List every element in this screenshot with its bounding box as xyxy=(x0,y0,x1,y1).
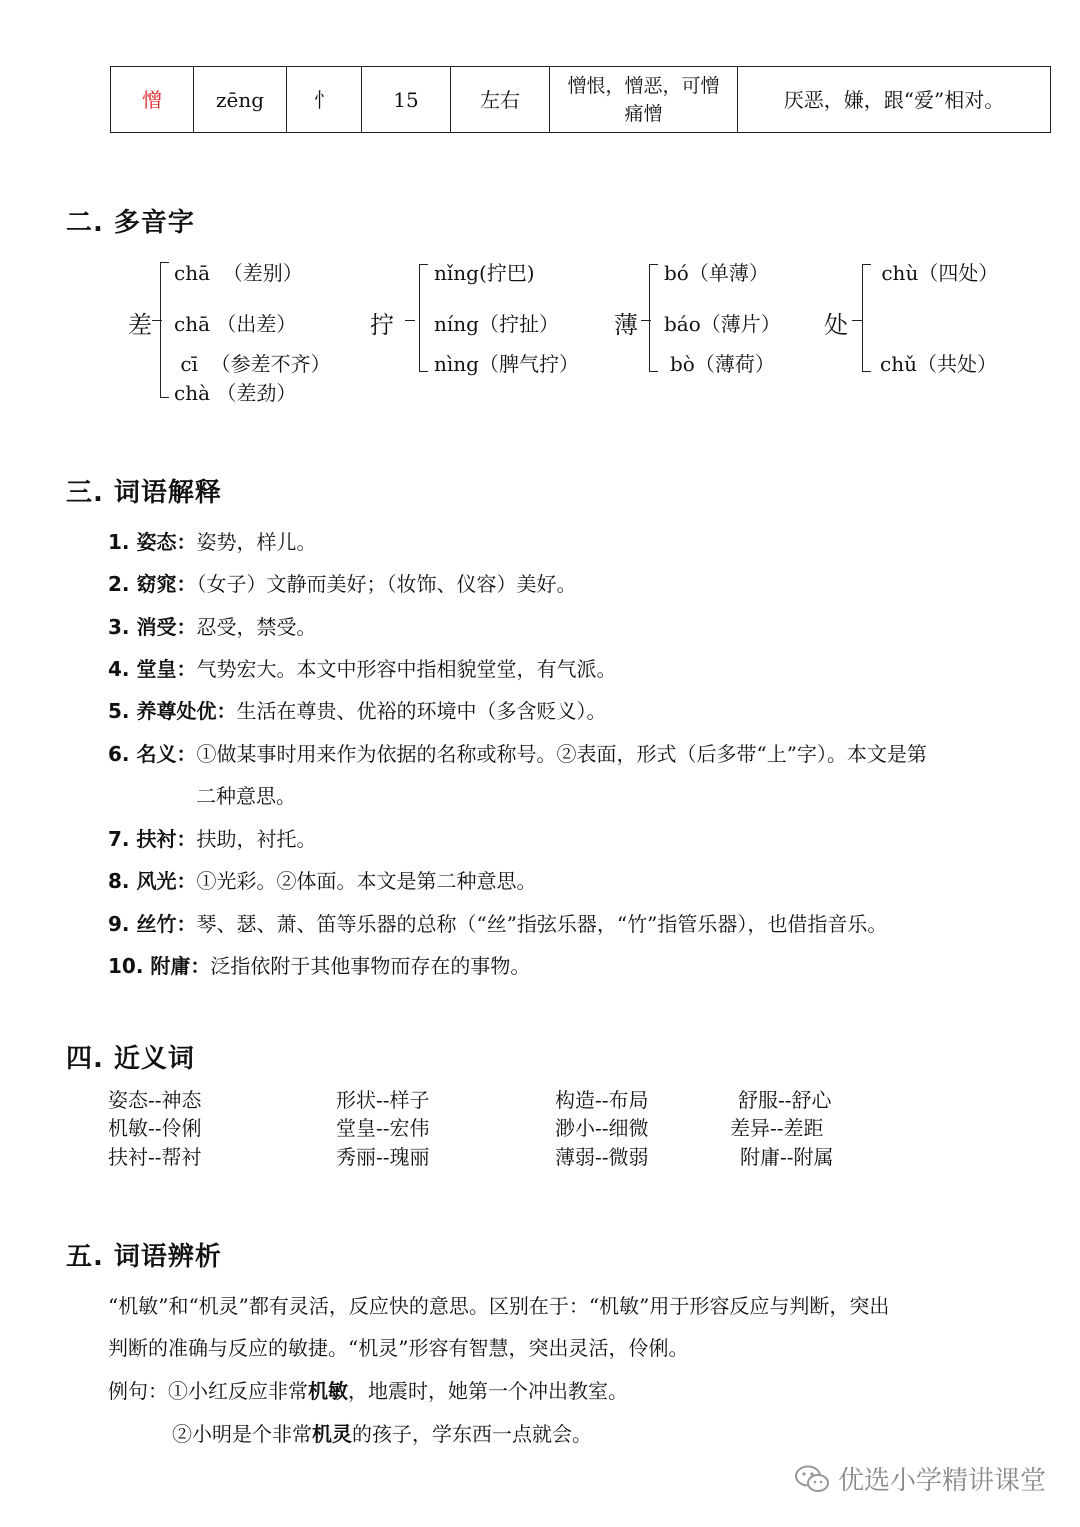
synonym-pair: 舒服--舒心 xyxy=(738,1088,832,1112)
synonym-pair: 堂皇--宏伟 xyxy=(336,1116,430,1140)
reading: chā （差别） xyxy=(174,261,303,285)
definition-item xyxy=(108,908,887,937)
definition-term: 2. 窈窕： xyxy=(108,572,197,596)
heading-polyphonic: 二. 多音字 xyxy=(66,208,195,238)
table-row xyxy=(111,67,1051,133)
reading: bó（单薄） xyxy=(664,261,769,285)
analysis-line-2: 判断的准确与反应的敏捷。“机灵”形容有智慧，突出灵活，伶俐。 xyxy=(108,1336,689,1360)
words-line-1: 憎恨，憎恶，可憎 xyxy=(567,74,720,97)
definition-term: 8. 风光： xyxy=(108,869,197,893)
definition-term: 4. 堂皇： xyxy=(108,657,197,681)
definition-term: 9. 丝竹： xyxy=(108,912,197,936)
definition-term: 5. 养尊处优： xyxy=(108,699,237,723)
definition-text: ①做某事时用来作为依据的名称或称号。②表面，形式（后多带“上”字）。本文是第 xyxy=(196,742,927,766)
synonym-pair: 姿态--神态 xyxy=(108,1088,202,1112)
watermark xyxy=(794,1460,1046,1497)
definition-continuation: 二种意思。 xyxy=(196,784,296,808)
reading: chǔ（共处） xyxy=(880,352,997,376)
poly-char: 差 xyxy=(128,311,152,339)
definition-text: 生活在尊贵、优裕的环境中（多含贬义）。 xyxy=(236,699,607,723)
synonym-pair: 构造--布局 xyxy=(555,1088,649,1112)
synonym-pair: 附庸--附属 xyxy=(740,1145,834,1169)
cell-words xyxy=(550,67,738,133)
reading: chù（四处） xyxy=(875,261,999,285)
poly-char: 处 xyxy=(824,311,848,339)
synonym-pair: 渺小--细微 xyxy=(555,1116,649,1140)
definition-item xyxy=(108,950,530,979)
definition-term: 7. 扶衬： xyxy=(108,827,197,851)
analysis-line-1: “机敏”和“机灵”都有灵活，反应快的意思。区别在于：“机敏”用于形容反应与判断，突出 xyxy=(108,1294,890,1318)
example-sentence-2 xyxy=(172,1418,592,1447)
reading: chā （出差） xyxy=(174,312,297,336)
synonym-pair: 薄弱--微弱 xyxy=(555,1145,649,1169)
definition-term: 10. 附庸： xyxy=(108,954,211,978)
definition-text: 忍受，禁受。 xyxy=(196,615,317,639)
example-suffix: ，地震时，她第一个冲出教室。 xyxy=(348,1379,628,1403)
example-suffix: 的孩子，学东西一点就会。 xyxy=(352,1422,592,1446)
definition-item xyxy=(108,653,616,682)
definition-text: 泛指依附于其他事物而存在的事物。 xyxy=(210,954,531,978)
example-prefix: ②小明是个非常 xyxy=(172,1422,312,1446)
definition-item xyxy=(108,611,316,640)
definition-term: 6. 名义： xyxy=(108,742,197,766)
words-line-2: 痛憎 xyxy=(624,102,663,125)
brace-icon xyxy=(419,264,428,372)
definition-term: 3. 消受： xyxy=(108,615,197,639)
synonym-pair: 差异--差距 xyxy=(730,1116,824,1140)
example-sentence-1 xyxy=(108,1375,628,1404)
synonym-pair: 形状--样子 xyxy=(336,1088,430,1112)
reading: nìng（脾气拧） xyxy=(434,352,579,376)
cell-radical: 忄 xyxy=(287,67,362,133)
definition-text: 琴、瑟、萧、笛等乐器的总称（“丝”指弦乐器，“竹”指管乐器），也借指音乐。 xyxy=(196,912,888,936)
watermark-text: 优选小学精讲课堂 xyxy=(837,1466,1046,1496)
heading-analysis: 五. 词语辨析 xyxy=(66,1242,222,1272)
definition-text: 姿势，样儿。 xyxy=(196,530,317,554)
brace-icon xyxy=(862,264,871,372)
definition-text: 气势宏大。本文中形容中指相貌堂堂，有气派。 xyxy=(196,657,617,681)
definition-item xyxy=(108,823,316,852)
reading: níng（拧扯） xyxy=(434,312,559,336)
cell-structure: 左右 xyxy=(451,67,550,133)
definition-text: 扶助，衬托。 xyxy=(196,827,317,851)
example-keyword: 机敏 xyxy=(308,1379,348,1403)
definition-text: ①光彩。②体面。本文是第二种意思。 xyxy=(196,869,537,893)
cell-meaning: 厌恶，嫌，跟“爱”相对。 xyxy=(738,67,1051,133)
synonym-pair: 机敏--伶俐 xyxy=(108,1116,202,1140)
brace-tick-icon xyxy=(641,320,651,321)
reading: cī （参差不齐） xyxy=(174,352,331,376)
wechat-icon xyxy=(794,1464,830,1494)
example-keyword: 机灵 xyxy=(312,1422,352,1446)
reading: chà （差劲） xyxy=(174,381,297,405)
brace-tick-icon xyxy=(405,320,415,321)
synonym-pair: 秀丽--瑰丽 xyxy=(336,1145,430,1169)
definition-item xyxy=(108,695,606,724)
brace-tick-icon xyxy=(852,320,862,321)
reading: bò（薄荷） xyxy=(670,352,775,376)
character-table xyxy=(110,66,1051,133)
brace-icon xyxy=(160,262,169,398)
heading-synonyms: 四. 近义词 xyxy=(66,1044,195,1074)
cell-pinyin: zēng xyxy=(194,67,287,133)
poly-char: 薄 xyxy=(614,311,638,339)
cell-strokes: 15 xyxy=(362,67,451,133)
brace-icon xyxy=(649,264,658,372)
reading: nǐng(拧巴) xyxy=(434,261,535,285)
cell-char: 憎 xyxy=(111,67,194,133)
definition-item xyxy=(108,738,927,767)
definition-term: 1. 姿态： xyxy=(108,530,197,554)
example-prefix: 例句：①小红反应非常 xyxy=(108,1379,308,1403)
synonym-pair: 扶衬--帮衬 xyxy=(108,1145,202,1169)
reading: báo（薄片） xyxy=(664,312,781,336)
definition-item xyxy=(108,865,536,894)
heading-definitions: 三. 词语解释 xyxy=(66,478,222,508)
definition-item xyxy=(108,526,316,555)
brace-tick-icon xyxy=(152,320,162,321)
poly-char: 拧 xyxy=(370,311,394,339)
definition-text: （女子）文静而美好；（妆饰、仪容）美好。 xyxy=(196,572,577,596)
definition-item xyxy=(108,568,576,597)
